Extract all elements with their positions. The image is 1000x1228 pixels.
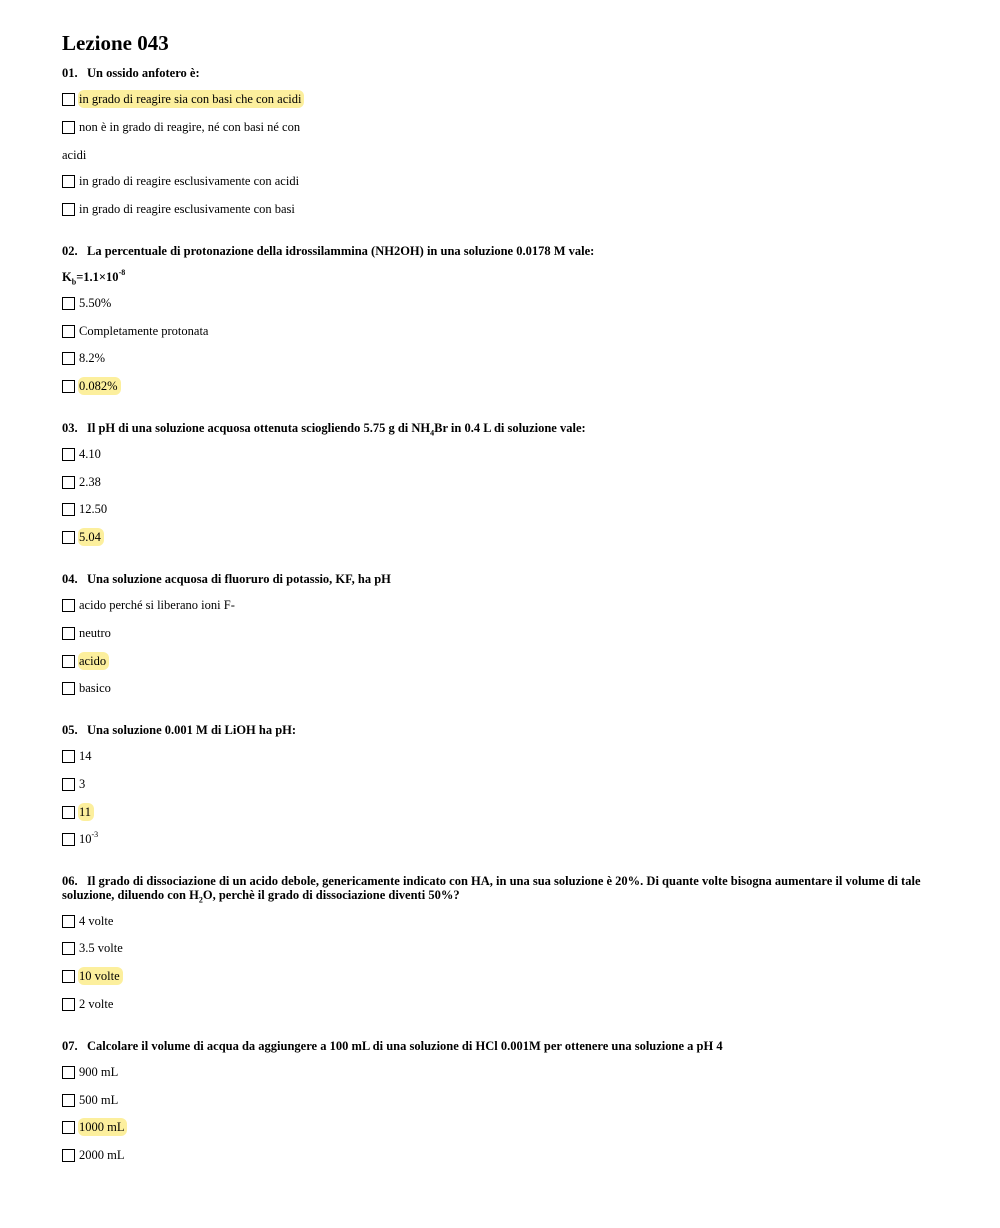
checkbox[interactable] [62, 531, 75, 544]
answer-option[interactable] [62, 625, 114, 641]
checkbox[interactable] [62, 915, 75, 928]
option-exponent: -3 [91, 829, 99, 839]
question-number: 01. [62, 66, 78, 80]
answer-option[interactable] [62, 968, 123, 984]
question-text: Una soluzione 0.001 M di LiOH ha pH: [87, 723, 297, 737]
option-label: in grado di reagire sia con basi che con acidi [78, 90, 304, 108]
option-label: 3 [79, 777, 86, 791]
question-text-end: O, perchè il grado di dissociazione diventi 50%? [202, 888, 460, 902]
option-label: 14 [79, 749, 92, 763]
option-base: 10 [79, 832, 92, 846]
question-07 [62, 1039, 942, 1053]
checkbox[interactable] [62, 448, 75, 461]
answer-option[interactable] [62, 474, 104, 490]
constant-subscript: b [71, 277, 77, 287]
answer-option[interactable] [62, 776, 88, 792]
checkbox[interactable] [62, 778, 75, 791]
answer-option[interactable] [62, 119, 303, 135]
answer-option[interactable] [62, 323, 211, 339]
checkbox[interactable] [62, 121, 75, 134]
question-number: 04. [62, 572, 78, 586]
answer-option[interactable] [62, 680, 114, 696]
answer-option[interactable] [62, 446, 104, 462]
question-number: 02. [62, 244, 78, 258]
option-label: non è in grado di reagire, né con basi né con [79, 120, 301, 134]
checkbox[interactable] [62, 325, 75, 338]
checkbox[interactable] [62, 750, 75, 763]
option-label: 10 volte [78, 967, 123, 985]
answer-option[interactable] [62, 1092, 121, 1108]
option-label: 900 mL [79, 1065, 119, 1079]
option-label: 4 volte [79, 914, 114, 928]
option-label: 500 mL [79, 1093, 119, 1107]
checkbox[interactable] [62, 1121, 75, 1134]
constant-value: =1.1×10 [76, 270, 119, 284]
checkbox[interactable] [62, 942, 75, 955]
checkbox[interactable] [62, 970, 75, 983]
option-label: 2.38 [79, 475, 101, 489]
question-03 [62, 421, 942, 438]
question-text: Calcolare il volume di acqua da aggiungere a 100 mL di una soluzione di HCl 0.001M per ottenere una soluzione a pH 4 [87, 1039, 723, 1053]
checkbox[interactable] [62, 503, 75, 516]
checkbox[interactable] [62, 203, 75, 216]
option-label: basico [79, 681, 111, 695]
answer-option[interactable] [62, 996, 116, 1012]
answer-option[interactable] [62, 597, 238, 613]
checkbox[interactable] [62, 655, 75, 668]
checkbox[interactable] [62, 297, 75, 310]
checkbox[interactable] [62, 627, 75, 640]
answer-option[interactable] [62, 201, 298, 217]
answer-option[interactable] [62, 295, 114, 311]
question-constant [62, 267, 942, 287]
checkbox[interactable] [62, 998, 75, 1011]
option-label: 2000 mL [79, 1148, 125, 1162]
question-number: 07. [62, 1039, 78, 1053]
answer-option[interactable] [62, 1119, 127, 1135]
option-label: Completamente protonata [79, 324, 209, 338]
answer-option[interactable] [62, 1064, 121, 1080]
option-label: in grado di reagire esclusivamente con basi [79, 202, 295, 216]
checkbox[interactable] [62, 833, 75, 846]
checkbox[interactable] [62, 599, 75, 612]
checkbox[interactable] [62, 1094, 75, 1107]
option-label: 11 [78, 803, 94, 821]
question-text: Il pH di una soluzione acquosa ottenuta sciogliendo 5.75 g di NH [87, 421, 431, 435]
answer-option[interactable] [62, 350, 108, 366]
question-subscript: 4 [430, 428, 435, 438]
option-label: in grado di reagire esclusivamente con acidi [79, 174, 300, 188]
checkbox[interactable] [62, 352, 75, 365]
question-text-end: Br in 0.4 L di soluzione vale: [434, 421, 586, 435]
question-text: La percentuale di protonazione della idrossilammina (NH2OH) in una soluzione 0.0178 M vale: [87, 244, 595, 258]
option-label: 5.04 [78, 528, 104, 546]
question-subscript: 2 [198, 895, 203, 905]
option-label: acido [78, 652, 109, 670]
question-01 [62, 66, 942, 80]
question-06 [62, 874, 942, 888]
question-05 [62, 723, 942, 737]
option-label: 0.082% [78, 377, 121, 395]
question-number: 05. [62, 723, 78, 737]
page-title: Lezione 043 [62, 31, 169, 55]
answer-option[interactable] [62, 940, 126, 956]
option-label: 12.50 [79, 502, 108, 516]
option-label [78, 830, 101, 848]
answer-option[interactable] [62, 1147, 127, 1163]
checkbox[interactable] [62, 1066, 75, 1079]
option-label: 5.50% [79, 296, 112, 310]
question-text: Una soluzione acquosa di fluoruro di potassio, KF, ha pH [87, 572, 391, 586]
checkbox[interactable] [62, 806, 75, 819]
answer-option[interactable] [62, 913, 116, 929]
answer-option[interactable] [62, 804, 94, 820]
answer-option[interactable] [62, 501, 110, 517]
question-number: 06. [62, 874, 78, 888]
answer-option[interactable] [62, 378, 121, 394]
question-text: Un ossido anfotero è: [87, 66, 200, 80]
question-02 [62, 244, 942, 258]
answer-option[interactable] [62, 91, 304, 107]
answer-option[interactable] [62, 831, 101, 847]
checkbox[interactable] [62, 1149, 75, 1162]
option-label: 4.10 [79, 447, 101, 461]
option-label: neutro [79, 626, 111, 640]
answer-option[interactable] [62, 529, 104, 545]
option-label: 3.5 volte [79, 941, 123, 955]
checkbox[interactable] [62, 380, 75, 393]
answer-option[interactable] [62, 173, 302, 189]
option-label: 1000 mL [78, 1118, 127, 1136]
question-06-line2 [62, 888, 942, 905]
question-04 [62, 572, 942, 586]
constant-symbol: K [62, 270, 72, 284]
option-continuation: acidi [62, 148, 87, 162]
question-text: Il grado di dissociazione di un acido debole, genericamente indicato con HA, in una sua soluzione è 20%. Di quante volte bisogna aumentare il volume di tale [87, 874, 921, 888]
constant-exponent: -8 [118, 267, 126, 277]
option-label: acido perché si liberano ioni F- [79, 598, 235, 612]
question-number: 03. [62, 421, 78, 435]
option-label: 8.2% [79, 351, 106, 365]
answer-option[interactable] [62, 653, 109, 669]
answer-option[interactable] [62, 748, 95, 764]
checkbox[interactable] [62, 682, 75, 695]
checkbox[interactable] [62, 476, 75, 489]
checkbox[interactable] [62, 175, 75, 188]
option-label: 2 volte [79, 997, 114, 1011]
question-text: soluzione, diluendo con H [62, 888, 199, 902]
checkbox[interactable] [62, 93, 75, 106]
